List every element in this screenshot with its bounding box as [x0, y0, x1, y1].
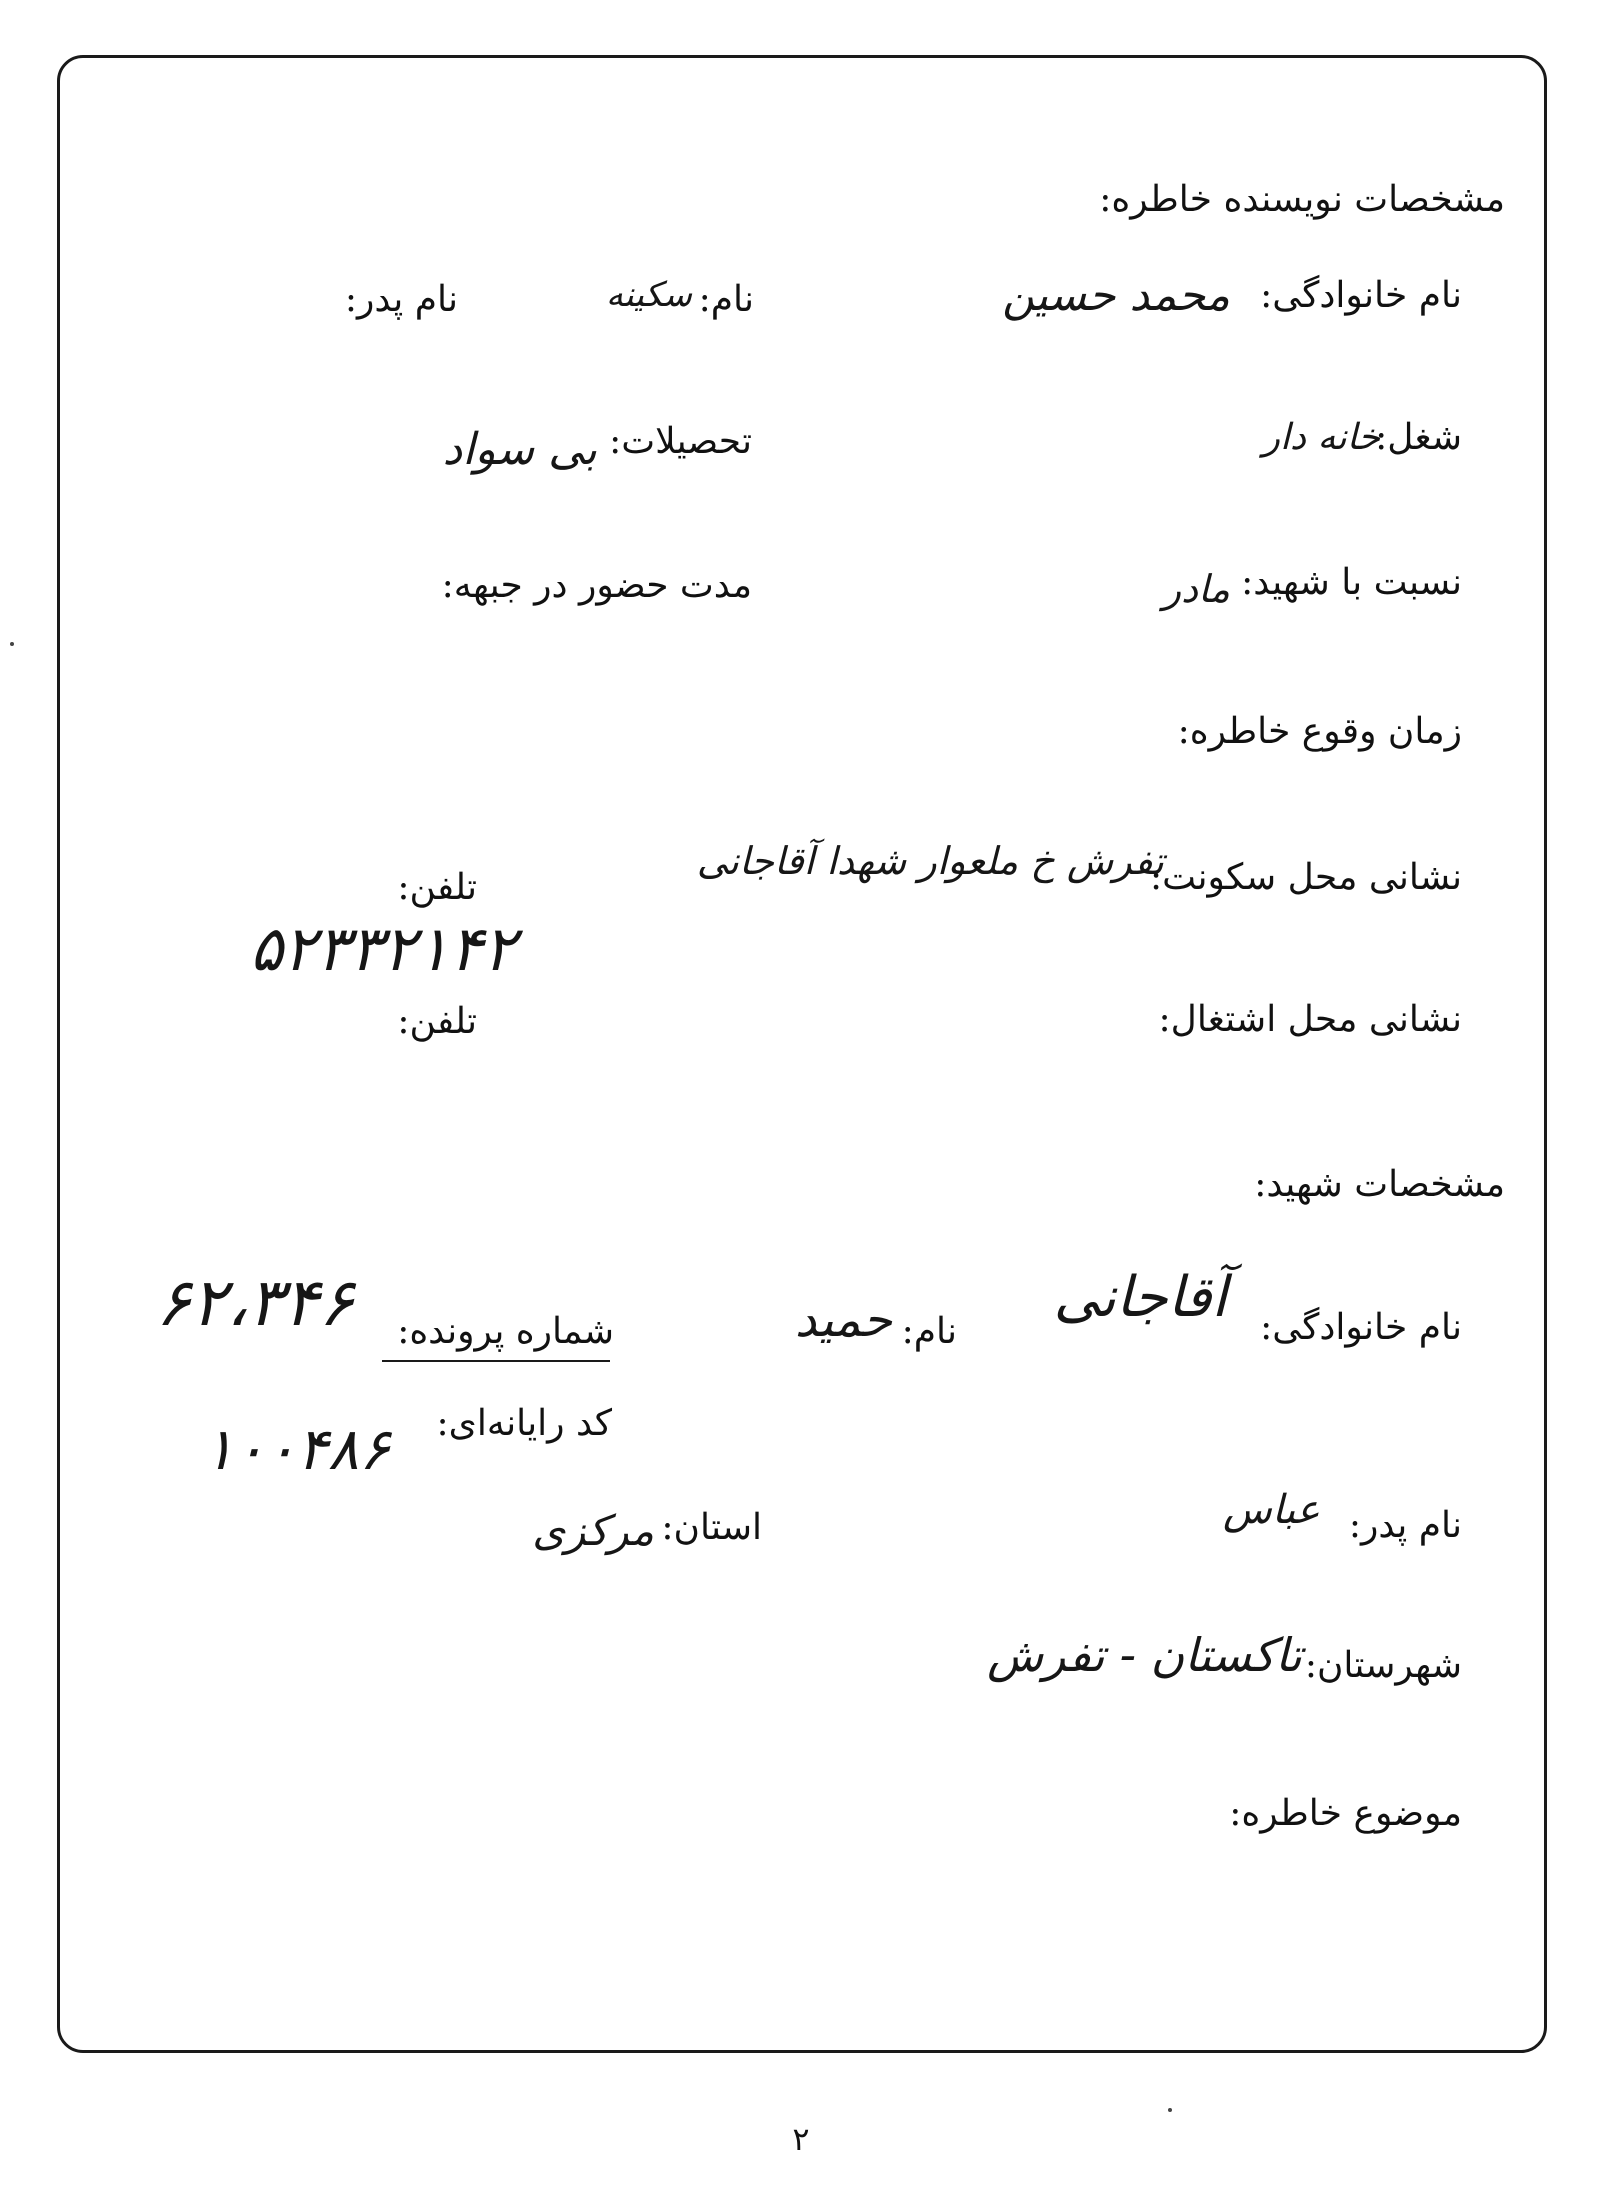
province-label: استان:	[661, 1507, 762, 1548]
work-phone-label: تلفن:	[397, 1001, 477, 1042]
front-duration-label: مدت حضور در جبهه:	[441, 565, 752, 606]
writer-father-label: نام پدر:	[344, 279, 458, 320]
martyr-name-label: نام:	[901, 1311, 957, 1352]
memory-time-label: زمان وقوع خاطره:	[1177, 711, 1462, 752]
province-value: مرکزی	[532, 1506, 654, 1555]
home-phone-value: ۵۲۳۳۲۱۴۲	[249, 912, 516, 985]
education-value: بی سواد	[442, 424, 597, 475]
file-number-underline	[382, 1360, 610, 1362]
home-phone-label: تلفن:	[397, 867, 477, 908]
writer-name-label: نام:	[698, 279, 754, 320]
martyr-family-name-value: آقاجانی	[1053, 1265, 1227, 1330]
relation-value: مادر	[1162, 567, 1230, 611]
scan-speck	[1168, 2108, 1172, 2112]
memory-subject-label: موضوع خاطره:	[1229, 1793, 1462, 1834]
job-value: خانه دار	[1262, 417, 1380, 458]
writer-name-value: سکینه	[605, 275, 692, 315]
writer-family-name-value: محمد حسین	[1002, 270, 1230, 321]
home-address-label: نشانی محل سکونت:	[1150, 857, 1462, 898]
computer-code-value: ۱۰۰۴۸۶	[203, 1415, 390, 1483]
work-address-label: نشانی محل اشتغال:	[1158, 999, 1462, 1040]
scan-speck	[10, 642, 14, 646]
relation-label: نسبت با شهید:	[1241, 562, 1462, 603]
writer-family-name-label: نام خانوادگی:	[1260, 275, 1462, 316]
martyr-family-name-label: نام خانوادگی:	[1260, 1307, 1462, 1348]
computer-code-label: کد رایانه‌ای:	[436, 1403, 612, 1444]
writer-section-heading: مشخصات نویسنده خاطره:	[1099, 179, 1505, 220]
page-number: ۲	[792, 2120, 810, 2158]
martyr-father-label: نام پدر:	[1348, 1505, 1462, 1546]
city-label: شهرستان:	[1304, 1645, 1462, 1686]
city-value: تاکستان - تفرش	[987, 1628, 1302, 1682]
martyr-section-heading: مشخصات شهید:	[1254, 1164, 1505, 1205]
martyr-name-value: حمید	[794, 1292, 892, 1348]
file-number-label: شماره پرونده:	[397, 1311, 614, 1352]
education-label: تحصیلات:	[609, 421, 752, 462]
file-number-value: ۶۲،۳۴۶	[155, 1264, 354, 1341]
form-frame	[57, 55, 1547, 2053]
martyr-father-value: عباس	[1223, 1487, 1320, 1533]
home-address-value: تفرش خ ملعوار شهدا آقاجانی	[696, 839, 1164, 883]
job-label: شغل:	[1375, 417, 1462, 458]
